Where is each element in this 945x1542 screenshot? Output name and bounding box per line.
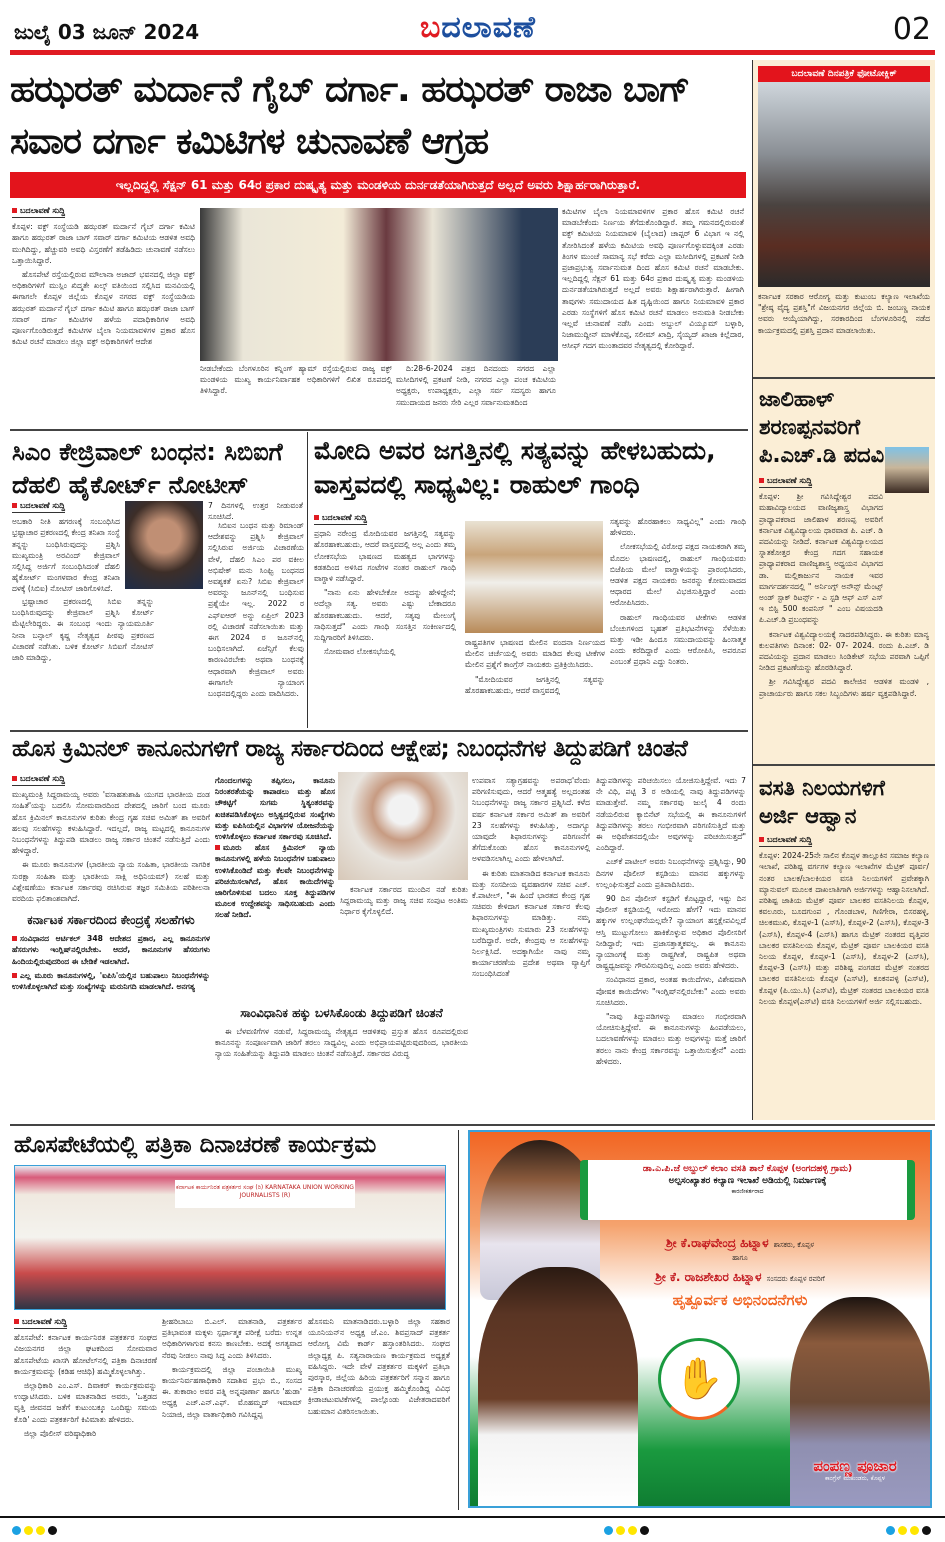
paragraph: ಜಿಲ್ಲಾಧಿಕಾರಿ ಎಂ.ಎಸ್. ದಿವಾಕರ್ ಕಾರ್ಯಕ್ರಮವನ್ನು ಉದ್ಘಾಟಿಸಿದರು. ಬಳಿಕ ಮಾತನಾಡಿದ ಅವರು, 'ಒತ್ತಡದ ವೃತ್ತಿ ಜೀವನದ ಜತೆಗೆ ಕುಟುಂಬಕ್ಕೂ ಒಂದಿಷ್ಟು ಸಮಯ ಕೊಡಿ' ಎಂದು ಪತ್ರಕರ್ತರಿಗೆ ಕಿವಿಮಾತು ಹೇಳಿದರು. bbox=[14, 1381, 157, 1424]
page-number: 02 bbox=[892, 12, 931, 47]
paragraph: ಭ್ರಷ್ಟಾಚಾರ ಪ್ರಕರಣದಲ್ಲಿ ಸಿಬಿಐ ತನ್ನನ್ನು ಬಂಧಿಸಿರುವುದನ್ನು ಕೇಜ್ರಿವಾಲ್ ಪ್ರಶ್ನಿಸಿ ಕೋರ್ಟ್ ಮೆಟ್ಟಿಲೇರಿದ್ದರು. ಈ ಸಂಬಂಧ ಇಂದು ನ್ಯಾಯಮೂರ್ತಿ ನೀನಾ ಬನ್ಸಾಲ್ ಕೃಷ್ಣ ನೇತೃತ್ವದ ಪೀಠವು ಪ್ರಕರಣದ ವಿಚಾರಣೆ ನಡೆಸಿತು. ಬಳಿಕ ಕೋರ್ಟ್ ಸಿಬಿಐಗೆ ನೋಟಿಸ್ ಜಾರಿ ಮಾಡಿದ್ದು, bbox=[12, 597, 154, 663]
paragraph: ರಾಹುಲ್ ಗಾಂಧಿಯವರ ಟೀಕೆಗಳು ಆಡಳಿತ ಬೆಂಚುಗಳಿಂದ ಬೃಹತ್ ಪ್ರತಿಭಟನೆಗಳನ್ನು ಸೆಳೆಯಿತು ಮತ್ತು ಇಡೀ ಹಿಂದೂ ಸಮುದಾಯವನ್ನು ಹಿಂಸಾತ್ಮಕ ಎಂದು ಕರೆದಿದ್ದಾರೆ ಎಂದು ಆರೋಪಿಸಿ, ಅಪರೂಪ ಎಂಬಂತೆ ಪ್ರಧಾನಿ ಎದ್ದು ನಿಂತರು. bbox=[610, 612, 746, 667]
issue-date: ಜುಲೈ 03 ಜೂನ್ 2024 bbox=[14, 20, 200, 44]
byline: ಬದಲಾವಣೆ ಸುದ್ದಿ bbox=[14, 1316, 67, 1329]
paragraph: ಅಬಕಾರಿ ನೀತಿ ಹಗರಣಕ್ಕೆ ಸಂಬಂಧಿಸಿದ ಭ್ರಷ್ಟಾಚಾರ ಪ್ರಕರಣದಲ್ಲಿ ಕೇಂದ್ರ ತನಿಖಾ ಸಂಸ್ಥೆ ತನ್ನನ್ನು ಬಂಧಿಸಿರುವುದನ್ನು ಪ್ರಶ್ನಿಸಿ ಮುಖ್ಯಮಂತ್ರಿ ಅರವಿಂದ್ ಕೇಜ್ರಿವಾಲ್ ಸಲ್ಲಿಸಿದ್ದ ಅರ್ಜಿಗೆ ಸಂಬಂಧಿಸಿದಂತೆ ದೆಹಲಿ ಹೈಕೋರ್ಟ್ ಮಂಗಳವಾರ ಕೇಂದ್ರ ತನಿಖಾ ದಳಕ್ಕೆ (ಸಿಬಿಐ) ನೋಟಿಸ್ ಜಾರಿಗೊಳಿಸಿದೆ. bbox=[12, 517, 120, 594]
press-column-1 bbox=[14, 1316, 157, 1521]
kejriwal-column-1b bbox=[12, 596, 154, 721]
divider bbox=[753, 764, 935, 766]
divider bbox=[458, 1130, 459, 1510]
lead-column-1 bbox=[12, 205, 195, 420]
congratulations-advertisement bbox=[468, 1130, 932, 1508]
paragraph: ತಿದ್ದುಪಡಿಗಳನ್ನು ಪರಿಚಯಿಸಲು ಯೋಜಿಸುತ್ತಿದ್ದೇವೆ. ಇದು 7 ನೇ ವಿಧಿ, ಪಟ್ಟಿ 3 ರ ಅಡಿಯಲ್ಲಿ ನಾವು ತಿದ್ದುಪಡಿಗಳನ್ನು ಮಾಡುತ್ತೇವೆ. ನಮ್ಮ ಸರ್ಕಾರವು ಜುಲೈ 4 ರಂದು ನಡೆಯಲಿರುವ ಕ್ಯಾಬಿನೆಟ್ ಸಭೆಯಲ್ಲಿ ಈ ಕಾನೂನುಗಳಿಗೆ ತಿದ್ದುಪಡಿಗಳನ್ನು ತರಲು ಗಂಭೀರವಾಗಿ ಪರಿಗಣಿಸುತ್ತಿದೆ ಮತ್ತು ಈ ಅಧಿವೇಶನದಲ್ಲಿಯೇ ಅವುಗಳನ್ನು ಪರಿಚಯಿಸುತ್ತದೆ" ಎಂದಿದ್ದಾರೆ. bbox=[596, 776, 746, 853]
paragraph: "ನಾನು ಏನು ಹೇಳಬೇಕೋ ಅದನ್ನು ಹೇಳಿದ್ದೇನೆ; ಅದೆಲ್ಲಾ ಸತ್ಯ. ಅವರು ಎಷ್ಟು ಬೇಕಾದರೂ ಹೊರಹಾಕಬಹುದು. ಆದರೆ, ಸತ್ಯವು ಮೇಲುಗೈ ಸಾಧಿಸುತ್ತದೆ" ಎಂದು ಗಾಂಧಿ ಸಂಸತ್ತಿನ ಸಂಕೀರ್ಣದಲ್ಲಿ ಸುದ್ದಿಗಾರರಿಗೆ ತಿಳಿಸಿದರು. bbox=[314, 588, 456, 643]
paragraph: ನೀಡಬೇಕೆಂದು ಬೆಂಗಳೂರಿನ ಕನ್ನಿಂಗ್ ಹ್ಯಾಮ್ ರಸ್ತೆಯಲ್ಲಿರುವ ರಾಜ್ಯ ವಕ್ಫ್ ಮಂಡಳಿಯ ಮುಖ್ಯ ಕಾರ್ಯನಿರ್ವಾಹಕ ಅಧಿಕಾರಿಗಳಿಗೆ ಲಿಖಿತ ರೂಪದಲ್ಲಿ ತಿಳಿಸಿದ್ದಾರೆ. bbox=[200, 364, 392, 396]
subheading: ಕರ್ನಾಟಕ ಸರ್ಕಾರದಿಂದ ಕೇಂದ್ರಕ್ಕೆ ಸಲಹೆಗಳು bbox=[27, 913, 195, 928]
rahul-headline: ಮೋದಿ ಅವರ ಜಗತ್ತಿನಲ್ಲಿ ಸತ್ಯವನ್ನು ಹೇಳಬಹುದು, ವಾಸ್ತವದಲ್ಲಿ ಸಾಧ್ಯವಿಲ್ಲ: ರಾಹುಲ್ ಗಾಂಧಿ bbox=[314, 436, 716, 499]
paragraph: ಕೊಪ್ಪಳ: 2024-25ನೇ ಸಾಲಿನ ಕೊಪ್ಪಳ ತಾಲ್ಲೂಕಿನ ಸಮಾಜ ಕಲ್ಯಾಣ ಇಲಾಖೆ, ಪರಿಶಿಷ್ಟ ವರ್ಗಗಳ ಕಲ್ಯಾಣ ಇಲಾಖೆಗಳ ಮೆಟ್ರಿಕ್ ಪೂರ್ವ/ನಂತರ ಬಾಲಕ/ಬಾಲಕಿಯರ ವಸತಿ ನಿಲಯಗಳಿಗೆ ಪ್ರವೇಶಕ್ಕಾಗಿ ಮ್ಯಾನುವಲ್ ಮೂಲಕ ದಾಖಲಾತಿಗಾಗಿ ಅರ್ಜಿಗಳನ್ನು ಆಹ್ವಾನಿಸಲಾಗಿದೆ. ಪರಿಶಿಷ್ಟ ಜಾತಿಯ ಮೆಟ್ರಿಕ್ ಪೂರ್ವ ಬಾಲಕರ ವಸತಿನಿಲಯ ಕೊಪ್ಪಳ, ಕವಲೂರು, ಬೂದಗುಂಪ , ಗೊಂಡಬಾಳ, ಗಿಣಿಗೇರಾ, ಬಿಸರಹಳ್ಳಿ, ಚಿಲಕಮುಖಿ, ಕೊಪ್ಪಳ-1 (ಎಸ್‌ಸಿ), ಕೊಪ್ಪಳ-2 (ಎಸ್‌ಸಿ), ಕೊಪ್ಪಳ-3 (ಎಸ್‌ಸಿ), ಕೊಪ್ಪಳ-4 (ಎಸ್‌ಸಿ) ಹಾಗೂ ಮೆಟ್ರಿಕ್ ನಂತರದ ವೃತ್ತಿಪರ ಬಾಲಕರ ವಸತಿನಿಲಯ ಕೊಪ್ಪಳ, ಮೆಟ್ರಿಕ್ ಪೂರ್ವ ಬಾಲಕಿಯರ ವಸತಿ ನಿಲಯ ಕೊಪ್ಪಳ, ಕೊಪ್ಪಳ-1 (ಎಸ್‌ಸಿ), ಕೊಪ್ಪಳ-2 (ಎಸ್‌ಸಿ), ಕೊಪ್ಪಳ-3 (ಎಸ್‌ಸಿ) ಮತ್ತು ಪರಿಶಿಷ್ಟ ಪಂಗಡದ ಮೆಟ್ರಿಕ್ ನಂತರದ ಬಾಲಕರ ವಸತಿನಿಲಯ ಕೊಪ್ಪಳ (ಎಸ್‌ಟಿ), ಕೂಕನಪಳ್ಳಿ (ಎಸ್‌ಟಿ), ಕೊಪ್ಪಳ (ಪಿ.ಯು.ಸಿ) (ಎಸ್‌ಟಿ), ಮೆಟ್ರಿಕ್ ನಂತರದ ಬಾಲಕಿಯರ ವಸತಿ ನಿಲಯ ಕೊಪ್ಪಳ(ಎಸ್‌ಟಿ) ವಸತಿ ನಿಲಯಗಳಿಗೆ ಅರ್ಜಿ ಸಲ್ಲಿಸಬಹುದು. bbox=[759, 851, 929, 1006]
mla-title: ಶಾಸಕರು, ಕೊಪ್ಪಳ bbox=[773, 1241, 815, 1249]
paragraph: ಕೊಪ್ಪಳ: ವಕ್ಫ್ ಸಂಸ್ಥೆಯಡಿ ಹಝರತ್ ಮರ್ದಾನೆ ಗೈಬ್ ದರ್ಗಾ ಕಮಿಟಿ ಹಾಗೂ ಹಝರತ್ ರಾಜಾ ಬಾಗ್ ಸವಾರ್ ದರ್ಗಾ ಕಮಿಟಿಯ ಆಡಳಿತ ಅವಧಿ ಮುಗಿದಿದ್ದು, ಹೆಚ್ಚುವರಿ ಅವಧಿ ವಿಸ್ತರಣೆಗೆ ತಡೆಹಿಡಿದು ಚುನಾವಣೆ ನಡೆಸಲು ಒತ್ತಾಯಿಸಿದ್ದಾರೆ. bbox=[12, 222, 195, 265]
masthead-rule bbox=[10, 50, 935, 55]
ad-and: ಹಾಗೂ bbox=[732, 1254, 748, 1262]
siddaramaiah-photo bbox=[338, 772, 468, 880]
rahul-column-1 bbox=[314, 512, 456, 724]
press-column-3 bbox=[308, 1316, 450, 1521]
paragraph: ಕೊಪ್ಪಳ: ಶ್ರೀ ಗವಿಸಿದ್ದೇಶ್ವರ ಪದವಿ ಮಹಾವಿದ್ಯಾಲಯದ ವಾಣಿಜ್ಯಶಾಸ್ತ್ರ ವಿಭಾಗದ ಪ್ರಾಧ್ಯಾಪಕರಾದ ಜಾಲಿಹಾಳ ಶರಣಪ್ಪ ಅವರಿಗೆ ಕರ್ನಾಟಕ ವಿಶ್ವವಿದ್ಯಾಲಯ ಧಾರವಾಡ ಪಿ. ಎಚ್. ಡಿ ಪದವಿಯನ್ನು ನೀಡಿದೆ. ಕರ್ನಾಟಕ ವಿಶ್ವವಿದ್ಯಾಲಯದ ಸ್ನಾತಕೋತ್ತರ ಕೇಂದ್ರ ಗದಗ ಸಹಾಯಕ ಪ್ರಾಧ್ಯಾಪಕರಾದ ವಾಣಿಜ್ಯಶಾಸ್ತ್ರ ಅಧ್ಯಯನ ವಿಭಾಗದ ಡಾ. ಮಲ್ಲಿಕಾರ್ಜುನ ನಾಯಕ ಇವರ ಮಾರ್ಗದರ್ಶನದಲ್ಲಿ " ಅರ್ನಿಂಗ್ಸ್ ಅನೌನ್ಸ್ ಮೆಂಟ್ಸ್ ಅಂಡ್ ಸ್ಟಾಕ್ ರಿಟರ್ನ್ಸ್ - ಎ ಸ್ಟಡಿ ಆಫ್ ಎಸ್ ಎಸ್ ಇ ಬಿಸ್ಟಿ 500 ಕಂಪನಿಸ್ " ಎಂಬ ವಿಷಯದಡಿ ಪಿ.ಎಚ್.ಡಿ ಪ್ರಬಂಧವನ್ನು bbox=[759, 492, 883, 625]
paragraph: ಹೊಸಪೇಟೆ ರಸ್ತೆಯಲ್ಲಿರುವ ಮೌಲಾನಾ ಅಜಾದ್ ಭವನದಲ್ಲಿ ಜಿಲ್ಲಾ ವಕ್ಫ್ ಅಧಿಕಾರಿಗಳಿಗೆ ಮುಸ್ಲಿಂ ಖಿದ್ಮತೇ ಖಲ್ಕ್ ವತಿಯಿಂದ ಸಲ್ಲಿಸಿದ ಮನವಿಯಲ್ಲಿ ಈಗಾಗಲೇ ಕೊಪ್ಪಳ ಜಿಲ್ಲೆಯ ಕೊಪ್ಪಳ ನಗರದ ವಕ್ಫ್ ಸಂಸ್ಥೆಯಡಿಯ ಹಝರತ್ ಮರ್ದಾನೆ ಗೈಬ್ ದರ್ಗಾ ಕಮಿಟಿ ಹಾಗೂ ಹಝರತ್ ರಾಜಾ ಬಾಗ್ ಸವಾರ್ ದರ್ಗಾ ಕಮಿಟಿಗಳ ಹಳೆಯ ಪದಾಧಿಕಾರಿಗಳ ಅವಧಿ ಪೂರ್ಣಗೊಂಡಿರುತ್ತದೆ ಕಮಿಟಿಗಳ ಬೈಲಾ ನಿಯಮಾವಳಿಗಳ ಪ್ರಕಾರ ಹೊಸ ಕಮಿಟಿ ರಚನೆ ಮಾಡಲು ಜಿಲ್ಲಾ ವಕ್ಫ್ ಅಧಿಕಾರಿಗಳಿಗೆ ಆದೇಶ bbox=[12, 270, 195, 347]
list-item: ಎಲ್ಲ ಮೂರು ಕಾನೂನುಗಳಲ್ಲಿ, 'ಐಪಿಸಿ'ಯಲ್ಲಿನ ಬಹುಪಾಲು ನಿಬಂಧನೆಗಳನ್ನು ಉಳಿಸಿಕೊಳ್ಳಲಾಗಿದೆ ಮತ್ತು ಸಂಖ್ಯೆಗಳನ್ನು ಮರುನಿಗದಿ ಮಾಡಲಾಗಿದೆ. ಅನಗತ್ಯ bbox=[12, 970, 210, 992]
kejriwal-column-3 bbox=[160, 520, 304, 720]
kejriwal-headline: ಸಿಎಂ ಕೇಜ್ರಿವಾಲ್ ಬಂಧನ: ಸಿಬಿಐಗೆ ದೆಹಲಿ ಹೈಕೋರ್ಟ್ ನೋಟೀಸ್ bbox=[12, 438, 283, 499]
paragraph: ಸೋಮವಾರ ಲೋಕಸಭೆಯಲ್ಲಿ bbox=[324, 647, 396, 657]
lead-subhead-banner: ಇಲ್ಲದಿದ್ದಲ್ಲಿ ಸೆಕ್ಷನ್ 61 ಮತ್ತು 64ರ ಪ್ರಕಾರ ದುಷ್ಕೃತ್ಯ ಮತ್ತು ಮಂಡಳಿಯ ದುರ್ನಡತೆಯಾಗಿರುತ್ತದೆ ಅಲ್ಲದೆ ಅವರು ಶಿಕ್ಷಾರ್ಹರಾಗಿರುತ್ತಾರೆ. bbox=[10, 172, 746, 198]
paragraph: 90 ದಿನ ಪೊಲೀಸ್ ಕಸ್ಟಡಿಗೆ ಕೊಟ್ಟದ್ದಾರೆ, ಇಷ್ಟು ದಿನ ಪೊಲೀಸ್ ಕಸ್ಟಡಿಯಲ್ಲಿ ಇರೋದು ಹೇಗೆ? ಇದು ಮಾನವ ಹಕ್ಕುಗಳ ಉಲ್ಲಂಘನೆಯಲ್ಲವೇ? ನ್ಯಾಯಾಂಗ ಹಸ್ತಕ್ಷೇಪವಿಲ್ಲದೆ ಆಸ್ತಿ ಮುಟ್ಟುಗೋಲು ಹಾಕಿಕೊಳ್ಳುವ ಅಧಿಕಾರ ಪೊಲೀಸರಿಗೆ ನೀಡಿದ್ದಾರೆ; ಇದು ಪ್ರಜಾಸತ್ತಾತ್ಮಕವಲ್ಲ. ಈ ಕಾನೂನು ನ್ಯಾಯಾಂಗಕ್ಕೆ ಮತ್ತು ರಾಷ್ಟ್ರಗೀತೆ, ರಾಷ್ಟ್ರಪಿತ ಅಥವಾ ರಾಷ್ಟ್ರಧ್ವಜವನ್ನು ಗೌರವಿಸುವುದಿಲ್ಲ ಎಂದು ಅವರು ಹೇಳಿದರು. bbox=[596, 894, 746, 971]
divider bbox=[753, 377, 935, 379]
criminal-column-2b bbox=[215, 1005, 468, 1120]
waqf-memorandum-photo bbox=[200, 208, 558, 361]
ad-header-box bbox=[580, 1160, 915, 1220]
award-caption-wrap bbox=[758, 291, 930, 371]
paragraph: ಮುಖ್ಯಮಂತ್ರಿ ಸಿದ್ದರಾಮಯ್ಯ ಅವರು 'ವಸಾಹತುಶಾಹಿ ಯುಗದ ಭಾರತೀಯ ದಂಡ ಸಂಹಿತೆ'ಯನ್ನು ಬದಲಿಸಿ ಸೋಮವಾರದಿಂದ ದೇಶದಲ್ಲಿ ಜಾರಿಗೆ ಬಂದ ಮೂರು ಹೊಸ ಕ್ರಿಮಿನಲ್ ಕಾನೂನುಗಳ ಕುರಿತು ಕೇಂದ್ರ ಗೃಹ ಸಚಿವ ಅಮಿತ್ ಶಾ ಅವರಿಗೆ ಹಲವು ಸಲಹೆಗಳನ್ನು ಕಳುಹಿಸಿದ್ದಾರೆ. ಇದಲ್ಲದೆ, ರಾಜ್ಯ ಮಟ್ಟದಲ್ಲಿ ಕಾನೂನುಗಳ ನಿಬಂಧನೆಗಳನ್ನು ತಿದ್ದುಪಡಿ ಮಾಡಲು ರಾಜ್ಯ ಸರ್ಕಾರ ಚಿಂತನೆ ನಡೆಸುತ್ತಿದೆ ಎಂದು ಹೇಳಿದ್ದಾರೆ. bbox=[12, 790, 210, 856]
ad-line-1: ಡಾ.ಎ.ಪಿ.ಜೆ ಅಬ್ದುಲ್ ಕಲಾಂ ವಸತಿ ಶಾಲೆ ಕೊಪ್ಪಳ (ಅಂಗದಹಳ್ಳಿ ಗ್ರಾಮ) bbox=[642, 1164, 853, 1174]
registration-dots bbox=[12, 1520, 60, 1539]
newspaper-logo bbox=[420, 10, 536, 45]
byline: ಬದಲಾವಣೆ ಸುದ್ದಿ bbox=[314, 512, 367, 525]
subheading: ಸಾಂವಿಧಾನಿಕ ಹಕ್ಕು ಬಳಸಿಕೊಂಡು ತಿದ್ದುಪಡಿಗೆ ಚಿಂತನೆ bbox=[240, 1006, 443, 1020]
rahul-gandhi-photo bbox=[465, 521, 603, 633]
ad-names bbox=[610, 1232, 870, 1309]
criminal-column-1 bbox=[12, 773, 210, 1118]
event-banner: ಕರ್ನಾಟಕ ಕಾರ್ಯನಿರತ ಪತ್ರಕರ್ತರ ಸಂಘ (ರಿ) KARNATAKA UNION WORKING JOURNALISTS (R) bbox=[175, 1180, 355, 1208]
paragraph: ಈ ಕುರಿತು ಮಾತನಾಡಿದ ಕರ್ನಾಟಕ ಕಾನೂನು ಮತ್ತು ಸಂಸದೀಯ ವ್ಯವಹಾರಗಳ ಸಚಿವ ಎಚ್. ಕೆ.ಪಾಟೀಲ್, "ಈ ಹಿಂದೆ ಭಾರತದ ಕೇಂದ್ರ ಗೃಹ ಸಚಿವರು ಕೇಳಿದಾಗ ಕರ್ನಾಟಕ ಸರ್ಕಾರ ಕೆಲವು ಶಿಫಾರಸುಗಳನ್ನು ಮಾಡಿತ್ತು. ನಮ್ಮ ಮುಖ್ಯಮಂತ್ರಿಗಳು ಸುಮಾರು 23 ಸಲಹೆಗಳನ್ನು ಬರೆದಿದ್ದಾರೆ. ಅದೇ, ಕೇಂದ್ರವು ಆ ಸಲಹೆಗಳನ್ನು ನಿರ್ಲಕ್ಷಿಸಿದೆ. ಅದಕ್ಕಾಗಿಯೇ ನಾವು ನಮ್ಮ ಕಾರ್ಯಾಚರಣೆಯ ಪ್ರದೇಶ ಅಥವಾ ವ್ಯಾಪ್ತಿಗೆ ಸಂಬಂಧಿಸಿದಂತೆ bbox=[472, 868, 590, 979]
press-day-event-photo bbox=[14, 1165, 446, 1310]
phd-headline: ಜಾಲಿಹಾಳ್ ಶರಣಪ್ಪನವರಿಗೆ ಪಿ.ಎಚ್.ಡಿ ಪದವಿ bbox=[759, 387, 885, 467]
right-sidebar bbox=[752, 60, 935, 1120]
paragraph: ಕಾರ್ಯಕ್ರಮದಲ್ಲಿ ಜಿಲ್ಲಾ ಪಂಚಾಯಿತಿ ಮುಖ್ಯ ಕಾರ್ಯನಿರ್ವಹಣಾಧಿಕಾರಿ ಸದಾಶಿವ ಪ್ರಭು ಬಿ., ಸಂಸದ ಈ. ತುಕಾರಾಂ ಅವರ ಪತ್ನಿ ಅನ್ನಪೂರ್ಣಾ ಹಾಗೂ 'ಹುಡಾ' ಅಧ್ಯಕ್ಷ ಎಚ್.ಎನ್.ಎಫ್. ಮೊಹಮ್ಮದ್ ಇಮಾಮ್ ನಿಯಾಜಿ, ಜಿಲ್ಲಾ ವಾರ್ತಾಧಿಕಾರಿ ಗವಿಸಿದ್ದಪ್ಪ bbox=[162, 1364, 302, 1419]
mp-name: ಶ್ರೀ ಕೆ. ರಾಜಶೇಖರ ಹಿಟ್ನಾಳ bbox=[655, 1270, 762, 1284]
leader-photo-2 bbox=[478, 1267, 638, 1507]
criminal-column-4 bbox=[596, 775, 746, 1120]
divider bbox=[10, 730, 748, 732]
lead-headline: ಹಝರತ್ ಮರ್ದಾನೆ ಗೈಬ್ ದರ್ಗಾ. ಹಝರತ್ ರಾಜಾ ಬಾಗ್ ಸವಾರ ದರ್ಗಾ ಕಮಿಟಿಗಳ ಚುನಾವಣೆ ಆಗ್ರಹ bbox=[10, 69, 690, 162]
ad-greeting: ಹೃತ್ಪೂರ್ವಕ ಅಭಿನಂದನೆಗಳು bbox=[672, 1291, 808, 1309]
criminal-column-3b bbox=[340, 884, 468, 1002]
footer-rule bbox=[0, 1516, 945, 1518]
award-caption: ಕರ್ನಾಟಕ ಸರಕಾರ ಆರೋಗ್ಯ ಮತ್ತು ಕುಟುಂಬ ಕಲ್ಯಾಣ ಇಲಾಖೆಯ "ಶ್ರೇಷ್ಠ ವೈದ್ಯ ಪ್ರಶಸ್ತಿ"ಗೆ ವಿಜಯನಗರ ಜಿಲ್ಲೆಯ ಬಿ. ಜಂಬಣ್ಣ ನಾಯಕ ಅವರು ಆಯ್ಕೆಯಾಗಿದ್ದು, ಸರಕಾರದಿಂದ ಬೆಂಗಳೂರಿನಲ್ಲಿ ನಡೆದ ಕಾರ್ಯಕ್ರಮದಲ್ಲಿ ಪ್ರಶಸ್ತಿ ಪ್ರದಾನ ಮಾಡಲಾಯಿತು. bbox=[758, 292, 930, 335]
paragraph: ಈ ಬೆಳವಣಿಗೆಗಳ ನಡುವೆ, ಸಿದ್ದರಾಮಯ್ಯ ನೇತೃತ್ವದ ಆಡಳಿತವು ಪ್ರಸ್ತುತ ಹೊಸ ರೂಪದಲ್ಲಿರುವ ಕಾನೂನನ್ನು ಸಂಪೂರ್ಣವಾಗಿ ಜಾರಿಗೆ ತರಲು ಸಾಧ್ಯವಿಲ್ಲ ಎಂದು ಅಭಿಪ್ರಾಯಪಟ್ಟಿರುವುದರಿಂದ, ಭಾರತೀಯ ನ್ಯಾಯ ಸಂಹಿತೆಯನ್ನು ತಿದ್ದುಪಡಿ ಮಾಡಲು ಚಿಂತನೆ ನಡೆಸುತ್ತಿದೆ. ಸರ್ಕಾರದ ವಿರುದ್ಧ bbox=[215, 1027, 468, 1059]
logo-first-letter: ಬ bbox=[420, 10, 442, 45]
paragraph: ಕರ್ನಾಟಕ ವಿಶ್ವವಿದ್ಯಾಲಯಕ್ಕೆ ಸಾದರಪಡಿಸಿದ್ದರು. ಈ ಕುರಿತು ಮಾನ್ಯ ಕುಲಪತಿಗಳು ದಿನಾಂಕ: 02- 07- 2024. ರಂದು ಪಿ.ಎಚ್. ಡಿ ಪದವಿಯನ್ನು ಪ್ರದಾನ ಮಾಡಲು ಸಿಂಡಿಕೇಟ್ ಸಭೆಯ ಪರವಾಗಿ ಒಪ್ಪಿಗೆ ನೀಡಿದ ಪ್ರಕಟಣೆಯನ್ನು ಹೊರಡಿಸಿದ್ದಾರೆ. bbox=[759, 629, 929, 673]
portrait-photo bbox=[885, 447, 929, 493]
hostel-headline: ವಸತಿ ನಿಲಯಗಳಿಗೆ ಅರ್ಜಿ ಆಹ್ವಾನ bbox=[759, 776, 885, 828]
paragraph: ಕಮಿಟಿಗಳ ಬೈಲಾ ನಿಯಮಾವಳಿಗಳ ಪ್ರಕಾರ ಹೊಸ ಕಮಿಟಿ ರಚನೆ ಮಾಡಬೇಕೆಂದು ನಿರ್ಣಯ ತೆಗೆದುಕೊಂಡಿದ್ದಾರೆ. ತಮ್ಮ ಗಮನದಲ್ಲಿರುವಂತೆ ವಕ್ಫ್ ಕಮಿಟಿಯ ನಿಯಮಾವಳಿ (ಬೈಲಾದ) ಚಾಪ್ಟರ್ 6 ವಿಭಾಗ ಇ ನಲ್ಲಿ ತೋರಿಸಿದಂತೆ ಹಳೆಯ ಕಮಿಟಿಯ ಅವಧಿ ಪೂರ್ಣಗೊಳ್ಳುವದಕ್ಕಿಂತ ಎರಡು ತಿಂಗಳ ಮುಂಚೆ ಸಾಮಾನ್ಯ ಸಭೆ ಕರೆದು ಎಲ್ಲಾ ಮಸೀದಿಗಳಲ್ಲಿ ಪ್ರಕಟಣೆ ನೀಡಿ ಪ್ರಜಾಪ್ರಭುತ್ವ ಸರ್ವಾನುಮತ ದಿಂದ ಹೊಸ ಕಮಿಟಿ ರಚನೆ ಮಾಡಬೇಕು. ಇಲ್ಲದಿದ್ದಲ್ಲಿ ಸೆಕ್ಷನ್ 61 ಮತ್ತು 64ರ ಪ್ರಕಾರ ದುಷ್ಕೃತ್ಯ ಮತ್ತು ಮಂಡಳಿಯ ದುರ್ನಡತೆಯಾಗಿರುತ್ತದೆ ಅಲ್ಲದೆ ಅವರು ಶಿಕ್ಷಾರ್ಹರಾಗಿರುತ್ತಾರೆ. ಹೀಗಾಗಿ ತಾವುಗಳು ಸಮುದಾಯದ ಹಿತ ದೃಷ್ಟಿಯಿಂದ ಹಾಗೂ ನಿಯಮಾವಳಿ ಪ್ರಕಾರ ಎರಡು ಸಂಸ್ಥೆಗಳಿಗೆ ಹೊಸ ಕಮಿಟಿ ರಚನೆ ಮಾಡಲು ಅನುಮತಿ ನೀಡಬೇಕು ಇಲ್ಲವೆ ಚುನಾವಣೆ ನಡೆಸಿ ಎಂದು ಅಬ್ದುಲ್ ವಿಯ್ಯೂಮ್ ಬಳ್ಳಾರಿ, ನಿಜಾಮುದ್ದೀನ್ ಮಾಳೆಕೊಪ್ಪ, ಸಲೀಮ್ ಖಾದ್ರಿ, ಸೈಯ್ಯದ್ ಖಾಜಾ ಕಿಲ್ಲೆದಾರ, ಆಸೀಫ್ ಗದಗ ಮುಂತಾದವರ ನೇತೃತ್ವದಲ್ಲಿ ಕೋರಿದ್ದಾರೆ. bbox=[562, 207, 744, 351]
paragraph: ಲೋಕಸಭೆಯಲ್ಲಿ ವಿರೋಧ ಪಕ್ಷದ ನಾಯಕರಾಗಿ ತಮ್ಮ ಮೊದಲ ಭಾಷಣದಲ್ಲಿ, ರಾಹುಲ್ ಗಾಂಧಿಯವರು ಬಿಜೆಪಿಯ ಮೇಲೆ ವಾಗ್ದಾಳಿಯನ್ನು ಪ್ರಾರಂಭಿಸಿದರು, ಆಡಳಿತ ಪಕ್ಷದ ನಾಯಕರು ಜನರನ್ನು ಕೋಮುವಾದದ ಆಧಾರದ ಮೇಲೆ ವಿಭಜಿಸುತ್ತಿದ್ದಾರೆ ಎಂದು ಆರೋಪಿಸಿದರು. bbox=[610, 542, 746, 608]
divider bbox=[10, 429, 748, 431]
paragraph: "ಮೋದಿಯವರ ಜಗತ್ತಿನಲ್ಲಿ ಸತ್ಯವನ್ನು ಹೊರಹಾಕಬಹುದು, ಆದರೆ ವಾಸ್ತವದಲ್ಲಿ bbox=[465, 674, 605, 695]
paragraph: ಸತ್ಯವನ್ನು ಹೊರಹಾಕಲು ಸಾಧ್ಯವಿಲ್ಲ" ಎಂದು ಗಾಂಧಿ ಹೇಳಿದರು. bbox=[610, 517, 746, 538]
hostel-article bbox=[753, 774, 935, 1089]
paragraph: ಸಿಬಿಐನ ಬಂಧನ ಮತ್ತು ರಿಮಾಂಡ್ ಆದೇಶವನ್ನು ಪ್ರಶ್ನಿಸಿ ಕೇಜ್ರಿವಾಲ್ ಸಲ್ಲಿಸಿರುವ ಅರ್ಜಿಯ ವಿಚಾರಣೆಯ ವೇಳೆ, ದೆಹಲಿ ಸಿಎಂ ಪರ ವಕೀಲ ಅಭಿಷೇಕ್ ಮನು ಸಿಂಘ್ವಿ ಬಂಧನದ ಅವಶ್ಯಕತೆ ಏನು? ಸಿಬಿಐ ಕೇಜ್ರಿವಾಲ್ ಅವರನ್ನು ಜೂನ್‌ನಲ್ಲಿ ಬಂಧಿಸುವ ಪ್ರಶ್ನೆಯೇ ಇಲ್ಲ. 2022 ರ ಎಫ್‌ಐಆರ್ ಅನ್ನು ಏಪ್ರಿಲ್ 2023 ರಲ್ಲಿ ವಿಚಾರಣೆ ನಡೆಸಲಾಯಿತು ಮತ್ತು ಈಗ 2024 ರ ಜೂನ್‌ನಲ್ಲಿ ಬಂಧಿಸಲಾಗಿದೆ. ಏಜೆನ್ಸಿಗೆ ಕೆಲವು ಕಾರಣವಿರಬೇಕು ಅಥವಾ ಬಂಧನಕ್ಕೆ ಆಧಾರವಾಗಿ ಕೇಜ್ರಿವಾಲ್ ಅವರು ಈಗಾಗಲೇ ನ್ಯಾಯಾಂಗ ಬಂಧನದಲ್ಲಿದ್ದರು ಎಂದು ವಾದಿಸಿದರು. bbox=[208, 521, 304, 699]
paragraph: "ನಾವು ತಿದ್ದುಪಡಿಗಳನ್ನು ಮಾಡಲು ಗಂಭೀರವಾಗಿ ಯೋಚಿಸುತ್ತಿದ್ದೇವೆ. ಈ ಕಾನೂನುಗಳನ್ನು ಹಿಂಪಡೆಯಲು, ಬದಲಾವಣೆಗಳನ್ನು ಮಾಡಲು ಮತ್ತು ಅವುಗಳನ್ನು ಮತ್ತೆ ಜಾರಿಗೆ ತರಲು ನಾನು ಕೇಂದ್ರ ಸರ್ಕಾರವನ್ನು ಒತ್ತಾಯಿಸುತ್ತೇನೆ" ಎಂದು ಹೇಳಿದರು. bbox=[596, 1012, 746, 1066]
congress-hand-icon: ✋ bbox=[658, 1338, 740, 1420]
criminal-laws-headline: ಹೊಸ ಕ್ರಿಮಿನಲ್ ಕಾನೂನುಗಳಿಗೆ ರಾಜ್ಯ ಸರ್ಕಾರದಿಂದ ಆಕ್ಷೇಪ; ನಿಬಂಧನೆಗಳ ತಿದ್ದುಪಡಿಗೆ ಚಿಂತನೆ bbox=[12, 736, 688, 762]
logo-rest: ದಲಾವಣೆ bbox=[441, 10, 536, 45]
paragraph: ದಿ:28-6-2024 ಪತ್ರದ ದಿನದಂದು ನಗರದ ಎಲ್ಲಾ ಮಸೀದಿಗಳಲ್ಲಿ ಪ್ರಕಟಣೆ ನೀಡಿ, ನಗರದ ಎಲ್ಲಾ ಪಂಚ ಕಮಿಟಿಯ ಅಧ್ಯಕ್ಷರು, ಉಪಾಧ್ಯಕ್ಷರು, ಎಲ್ಲಾ ಸರ್ವ ಸದಸ್ಯರು ಹಾಗೂ ಸಮುದಾಯದ ಜನರು ಸೇರಿ ಎಲ್ಲರ ಸರ್ವಾನುಮತದಿಂದ bbox=[396, 364, 556, 407]
sponsor-name: ಪಂಪಣ್ಣ ಪೂಜಾರ bbox=[813, 1457, 897, 1475]
paragraph: ಹೊಸಪೇಟೆ: ಕರ್ನಾಟಕ ಕಾರ್ಯನಿರತ ಪತ್ರಕರ್ತರ ಸಂಘದ ವಿಜಯನಗರ ಜಿಲ್ಲಾ ಘಟಕದಿಂದ ಸೋಮವಾರ ಹೊಸಪೇಟೆಯ ಖಾಸಗಿ ಹೋಟೆಲ್‌ನಲ್ಲಿ ಪತ್ರಿಕಾ ದಿನಾಚರಣೆ ಕಾರ್ಯಕ್ರಮವನ್ನು (ಕಡಿಹ ಆಚಿಥಿ) ಹಮ್ಮಿಕೊಳ್ಳಲಾಗಿತ್ತು. bbox=[14, 1333, 157, 1376]
paragraph: ಶ್ರೀಹರಿಬಾಬು ಬಿ.ಎಲ್. ಮಾತನಾಡಿ, ಪತ್ರಕರ್ತರ ಪ್ರತಿಭಾವಂತ ಮಕ್ಕಳು ಸ್ಪರ್ಧಾತ್ಮಕ ಪರೀಕ್ಷೆ ಬರೆದು ಉನ್ನತ ಅಧಿಕಾರಿಗಳಾಗುವ ಕನಸು ಕಾಣಬೇಕು. ಅದಕ್ಕೆ ಅಗತ್ಯವಾದ ನೆರವು ನೀಡಲು ನಾವು ಸಿದ್ಧ ಎಂದು ತಿಳಿಸಿದರು. bbox=[162, 1317, 302, 1360]
award-photo bbox=[758, 82, 930, 287]
hostel-body bbox=[759, 834, 929, 1089]
sponsor-title: ಕಾಂಗ್ರೆಸ್ ಮುಖಂಡರು, ಕೊಪ್ಪಳ bbox=[825, 1475, 885, 1482]
registration-dots bbox=[604, 1520, 652, 1539]
lead-column-2 bbox=[200, 363, 392, 419]
paragraph: ಉಪವಾಸ ಸತ್ಯಾಗ್ರಹವನ್ನು ಅಪರಾಧ'ವೆಂದು ಪರಿಗಣಿಸುವುದು, ಆದರೆ ಆತ್ಮಹತ್ಯೆ ಅಲ್ಲದಂತಹ ನಿಬಂಧನೆಗಳನ್ನು ರಾಜ್ಯ ಸರ್ಕಾರ ಪ್ರಶ್ನಿಸಿದೆ. ಕಳೆದ ವರ್ಷ ಕರ್ನಾಟಕ ಸರ್ಕಾರ ಅಮಿತ್ ಶಾ ಅವರಿಗೆ 23 ಸಲಹೆಗಳನ್ನು ಕಳುಹಿಸಿತ್ತು, ಅದಾಗ್ಯೂ ಯಾವುದೇ ಶಿಫಾರಸುಗಳನ್ನು ಪರಿಗಣನೆಗೆ ತೆಗೆದುಕೊಂಡು ಹೊಸ ಕಾನೂನುಗಳಲ್ಲಿ ಅಳವಡಿಸಲಾಗಿಲ್ಲ ಎಂದು ಹೇಳಲಾಗಿದೆ. bbox=[472, 776, 590, 864]
press-column-2 bbox=[162, 1316, 302, 1521]
registration-dots bbox=[886, 1520, 934, 1539]
rahul-column-3 bbox=[610, 516, 746, 726]
suggestion-list-2 bbox=[215, 842, 335, 920]
byline: ಬದಲಾವಣೆ ಸುದ್ದಿ bbox=[759, 834, 812, 847]
mla-name: ಶ್ರೀ ಕೆ.ರಾಘವೇಂದ್ರ ಹಿಟ್ನಾಳ bbox=[665, 1236, 769, 1250]
ad-line-2: ಅಲ್ಪಸಂಖ್ಯಾತರ ಕಲ್ಯಾಣ ಇಲಾಖೆ ಅಡಿಯಲ್ಲಿ ನಿರ್ಮಾಣಕ್ಕೆ bbox=[668, 1176, 827, 1186]
paragraph: ಕರ್ನಾಟಕ ಸರ್ಕಾರದ ಮುಂದಿನ ನಡೆ ಕುರಿತು ಸಿದ್ದರಾಮಯ್ಯ ಮತ್ತು ರಾಜ್ಯ ಸಚಿವ ಸಂಪುಟ ಅಂತಿಮ ನಿರ್ಧಾರ ಕೈಗೊಳ್ಳಲಿದೆ. bbox=[340, 885, 468, 917]
lead-column-4 bbox=[562, 206, 744, 426]
paragraph: ಹೊಸಮನಿ ಮಾತನಾಡಿದರು.ಬಳ್ಳಾರಿ ಜಿಲ್ಲಾ ಸಹಕಾರ ಯೂನಿಯನ್‌ನ ಅಧ್ಯಕ್ಷ ಜೆ.ಎಂ. ಶಿವಪ್ರಸಾದ್ ಪತ್ರಕರ್ತ ಆರೋಗ್ಯ ವಿಮೆ ಕಾರ್ಡ್ ಹಸ್ತಾಂತರಿಸಿದರು. ಸಂಘದ ಜಿಲ್ಲಾಧ್ಯಕ್ಷ ಪಿ. ಸತ್ಯನಾರಾಯಣ ಕಾರ್ಯಕ್ರಮದ ಅಧ್ಯಕ್ಷತೆ ವಹಿಸಿದ್ದರು. ಇದೇ ವೇಳೆ ಪತ್ರಕರ್ತರ ಮಕ್ಕಳಿಗೆ ಪ್ರತಿಭಾ ಪುರಸ್ಕಾರ, ಜಿಲ್ಲೆಯ ಹಿರಿಯ ಪತ್ರಕರ್ತರಿಗೆ ಸನ್ಮಾನ ಹಾಗೂ ಪತ್ರಿಕಾ ದಿನಾಚರಣೆಯ ಪ್ರಯುಕ್ತ ಹಮ್ಮಿಕೊಂಡಿದ್ದ ವಿವಿಧ ಕ್ರೀಡಾಚಟುವಟಿಕೆಗಳಲ್ಲಿ ಪಾಲ್ಗೊಂಡು ವಿಜೇತರಾದವರಿಗೆ ಬಹುಮಾನ ವಿತರಿಸಲಾಯಿತು. bbox=[308, 1317, 450, 1416]
paragraph: 7 ದಿನಗಳಲ್ಲಿ ಉತ್ತರ ನೀಡುವಂತೆ ಸೂಚಿಸಿದೆ. bbox=[208, 501, 303, 522]
divider bbox=[307, 432, 308, 728]
byline: ಬದಲಾವಣೆ ಸುದ್ದಿ bbox=[12, 773, 65, 786]
criminal-column-3 bbox=[472, 775, 590, 1120]
byline: ಬದಲಾವಣೆ ಸುದ್ದಿ bbox=[759, 475, 812, 488]
paragraph: ಸಂವಿಧಾನದ ಪ್ರಕಾರ, ಅಂತಹ ಕಾಯಿದೆಗಳು, ವಿಶೇಷವಾಗಿ ಪೋಷಕ ಕಾಯಿದೆಗಳು "ಇಂಗ್ಲಿಷ್‌ನಲ್ಲಿರಬೇಕು" ಎಂದು ಅವರು ಸೂಚಿಸಿದರು. bbox=[596, 975, 746, 1007]
mp-title: ಸಂಸದರು ಕೊಪ್ಪಳ ರವರಿಗೆ bbox=[766, 1275, 825, 1283]
lead-column-3 bbox=[396, 363, 556, 423]
list-item-continued: ಗೊಂದಲಗಳನ್ನು ತಪ್ಪಿಸಲು, ಕಾನೂನು ನಿರಂತರತೆಯನ್ನು ಕಾಪಾಡಲು ಮತ್ತು ಹೊಸ ಚೌಕಟ್ಟಿಗೆ ಸುಗಮ ಸ್ಥಿತ್ಯಂತರವನ್ನು ಖಚಿತಪಡಿಸಿಕೊಳ್ಳಲು ಅಸ್ತಿತ್ವದಲ್ಲಿರುವ ಸಂಖ್ಯೆಗಳು ಮತ್ತು ಐಪಿಸಿಯಲ್ಲಿನ ವಿಭಾಗಗಳ ಯೋಜನೆಯನ್ನು ಉಳಿಸಿಕೊಳ್ಳಲು ಕರ್ನಾಟಕ ಸರ್ಕಾರವು ಸೂಚಿಸಿದೆ. bbox=[215, 776, 335, 842]
phd-body bbox=[759, 475, 929, 760]
ad-line-3: ಕಾರಣೀಕರ್ತರಾದ bbox=[731, 1188, 764, 1195]
divider bbox=[10, 1124, 935, 1126]
paragraph: ಪ್ರಧಾನಿ ನರೇಂದ್ರ ಮೋದಿಯವರ ಜಗತ್ತಿನಲ್ಲಿ ಸತ್ಯವನ್ನು ಹೊರಹಾಕಬಹುದು, ಆದರೆ ವಾಸ್ತವದಲ್ಲಿ ಅಲ್ಲ ಎಂದು ತಮ್ಮ ಲೋಕಸಭೆಯ ಭಾಷಣದ ಮಹತ್ವದ ಭಾಗಗಳನ್ನು ಕಡತದಿಂದ ಅಳಿಸಿದ ಗಂಟೆಗಳ ನಂತರ ರಾಹುಲ್ ಗಾಂಧಿ ವಾಗ್ದಾಳಿ ನಡೆಸಿದ್ದಾರೆ. bbox=[314, 529, 456, 584]
paragraph: ಶ್ರೀ ಗವಿಸಿದ್ದೇಶ್ವರ ಪದವಿ ಕಾಲೇಜಿನ ಆಡಳಿತ ಮಂಡಳಿ , ಪ್ರಾಚಾರ್ಯರು ಹಾಗೂ ಸಕಲ ಸಿಬ್ಬಂದಿಗಳು ಹರ್ಷ ವ್ಯಕ್ತಪಡಿಸಿದ್ದಾರೆ. bbox=[759, 677, 929, 698]
suggestion-list bbox=[12, 933, 210, 992]
list-item: ಸಂವಿಧಾನದ ಆರ್ಟಿಕಲ್ 348 ಆದೇಶದ ಪ್ರಕಾರ, ಎಲ್ಲ ಕಾನೂನುಗಳ ಹೆಸರುಗಳು ಇಂಗ್ಲಿಷ್‌ನಲ್ಲಿರಬೇಕು. ಆದರೆ, ಕಾನೂನುಗಳ ಹೆಸರುಗಳು ಹಿಂದಿಯಲ್ಲಿರುವುದರಿಂದ ಈ ಬೇಡಿಕೆ ಇಡಲಾಗಿದೆ. bbox=[12, 934, 210, 966]
paragraph: ಜಿಲ್ಲಾ ಪೊಲೀಸ್ ವರಿಷ್ಠಾಧಿಕಾರಿ bbox=[24, 1428, 97, 1438]
paragraph: ಈ ಮೂರು ಕಾನೂನುಗಳ (ಭಾರತೀಯ ನ್ಯಾಯ ಸಂಹಿತಾ, ಭಾರತೀಯ ನಾಗರಿಕ ಸುರಕ್ಷಾ ಸಂಹಿತಾ ಮತ್ತು ಭಾರತೀಯ ಸಾಕ್ಷಿ ಅಧಿನಿಯಮ್) ಸಲಹೆ ಮತ್ತು ವಿಶ್ಲೇಷಣೆಯು ಕರ್ನಾಟಕ ಸರ್ಕಾರವು ರಚಿಸಿರುವ ತಜ್ಞರ ಸಮಿತಿಯ ಪರಿಶೀಲನಾ ವರದಿಯ ಫಲಿತಾಂಶವಾಗಿದೆ. bbox=[12, 860, 210, 904]
rahul-column-2 bbox=[465, 637, 605, 725]
sponsor-block bbox=[780, 1457, 930, 1483]
byline: ಬದಲಾವಣೆ ಸುದ್ದಿ bbox=[12, 500, 65, 513]
phd-article bbox=[753, 385, 935, 760]
paragraph: ರಾಷ್ಟ್ರಪತಿಗಳ ಭಾಷಣದ ಮೇಲಿನ ವಂದನಾ ನಿರ್ಣಯದ ಮೇಲಿನ ಚರ್ಚೆಯಲ್ಲಿ ಅವರು ಮಾಡಿದ ಕೆಲವು ಟೀಕೆಗಳ ಮೇಲಿನ ಪ್ರಶ್ನೆಗೆ ಕಾಂಗ್ರೆಸ್ ನಾಯಕರು ಪ್ರತಿಕ್ರಿಯಿಸಿದರು. bbox=[465, 638, 605, 670]
list-item: ಮೂರು ಹೊಸ ಕ್ರಿಮಿನಲ್ ನ್ಯಾಯ ಕಾನೂನುಗಳಲ್ಲಿ ಹಳೆಯ ನಿಬಂಧನೆಗಳ ಬಹುಪಾಲು ಉಳಿಸಿಕೊಂಡಿದೆ ಮತ್ತು ಕೆಲವೇ ನಿಬಂಧನೆಗಳನ್ನು ಪರಿಚಯಿಸಲಾಗಿದೆ, ಹೊಸ ಕಾಯಿದೆಗಳನ್ನು ಜಾರಿಗೊಳಿಸುವ ಬದಲು ಸೂಕ್ತ ತಿದ್ದುಪಡಿಗಳ ಮೂಲಕ ಉದ್ದೇಶವನ್ನು ಸಾಧಿಸಬಹುದು ಎಂದು ಸಲಹೆ ನೀಡಿದೆ. bbox=[215, 843, 335, 920]
photo-click-label: ಬದಲಾವಣೆ ದಿನಪತ್ರಿಕೆ ಫೋಟೋಕ್ಲಿಕ್ bbox=[758, 66, 930, 82]
photo-click-box bbox=[758, 66, 930, 371]
press-day-headline: ಹೊಸಪೇಟೆಯಲ್ಲಿ ಪತ್ರಿಕಾ ದಿನಾಚರಣೆ ಕಾರ್ಯಕ್ರಮ bbox=[14, 1132, 377, 1158]
paragraph: ಎಚ್‌ಕೆ ಪಾಟೀಲ್ ಅವರು ನಿಬಂಧನೆಗಳನ್ನು ಪ್ರಶ್ನಿಸಿದ್ದು, 90 ದಿನಗಳ ಪೊಲೀಸ್ ಕಸ್ಟಡಿಯು ಮಾನವ ಹಕ್ಕುಗಳನ್ನು ಉಲ್ಲಂಘಿಸುತ್ತದೆ ಎಂದು ಪ್ರತಿಪಾದಿಸಿದರು. bbox=[596, 857, 746, 889]
byline: ಬದಲಾವಣೆ ಸುದ್ದಿ bbox=[12, 205, 65, 218]
